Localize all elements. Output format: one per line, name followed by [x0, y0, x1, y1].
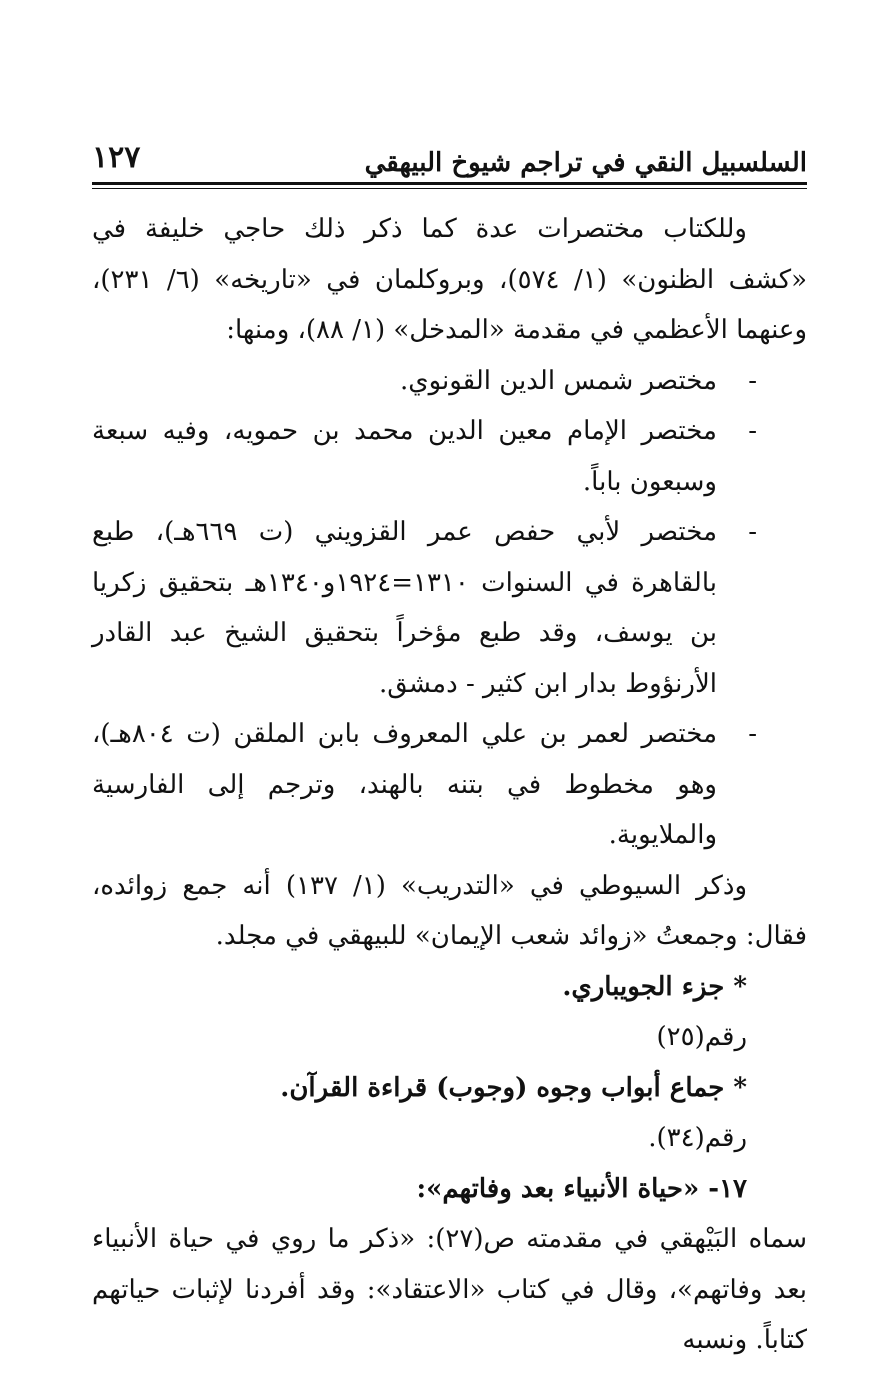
header-rule-thick: [92, 182, 807, 185]
bullet-dash: -: [748, 517, 757, 547]
list-item: [92, 709, 807, 861]
list-item-text: مختصر لعمر بن علي المعروف بابن الملقن (ت ٨٠٤هـ)، وهو مخطوط في بتنه بالهند، وترجم إلى الفارسية والملايوية.: [92, 719, 717, 850]
entry-reference: رقم(٢٥): [656, 1022, 747, 1052]
bullet-dash: -: [748, 416, 757, 446]
list-item: [92, 406, 807, 507]
page-number: ١٢٧: [92, 140, 141, 175]
list-item-text: مختصر شمس الدين القونوي.: [399, 365, 717, 396]
page-body: [92, 204, 807, 1366]
final-paragraph: سماه البَيْهقي في مقدمته ص(٢٧): «ذكر ما روي في حياة الأنبياء بعد وفاتهم»، وقال في كتاب «الاعتقاد»: وقد أفردنا لإثبات حياتهم كتاباً. ونسبه: [92, 1224, 807, 1355]
book-title: السلسبيل النقي في تراجم شيوخ البيهقي: [364, 148, 807, 178]
list-item: [92, 507, 807, 709]
suyuti-paragraph: وذكر السيوطي في «التدريب» (١/ ١٣٧) أنه جمع زوائده، فقال: وجمعتُ «زوائد شعب الإيمان» للبيهقي في مجلد.: [92, 870, 807, 951]
entry-title: * جماع أبواب وجوه (وجوب) قراءة القرآن.: [280, 1072, 747, 1103]
running-header: [92, 138, 807, 184]
entry-reference: رقم(٣٤).: [648, 1123, 747, 1153]
list-item-text: مختصر الإمام معين الدين محمد بن حمويه، وفيه سبعة وسبعون باباً.: [92, 416, 717, 497]
bullet-dash: -: [748, 365, 757, 396]
bullet-dash: -: [748, 719, 757, 749]
list-item-text: مختصر لأبي حفص عمر القزويني (ت ٦٦٩هـ)، طبع بالقاهرة في السنوات ١٣١٠=١٩٢٤و١٣٤٠هـ بتحقيق زكريا بن يوسف، وقد طبع مؤخراً بتحقيق الشيخ عبد القادر الأرنؤوط بدار ابن كثير - دمشق.: [92, 517, 718, 699]
list-item: [92, 356, 807, 407]
header-rule-thin: [92, 188, 807, 189]
entry-title: * جزء الجويباري.: [562, 971, 747, 1002]
section-heading: ١٧- «حياة الأنبياء بعد وفاتهم»:: [416, 1173, 747, 1204]
intro-paragraph: وللكتاب مختصرات عدة كما ذكر ذلك حاجي خليفة في «كشف الظنون» (١/ ٥٧٤)، وبروكلمان في «تاريخه» (٦/ ٢٣١)، وعنهما الأعظمي في مقدمة «المدخل» (١/ ٨٨)، ومنها:: [92, 214, 807, 345]
